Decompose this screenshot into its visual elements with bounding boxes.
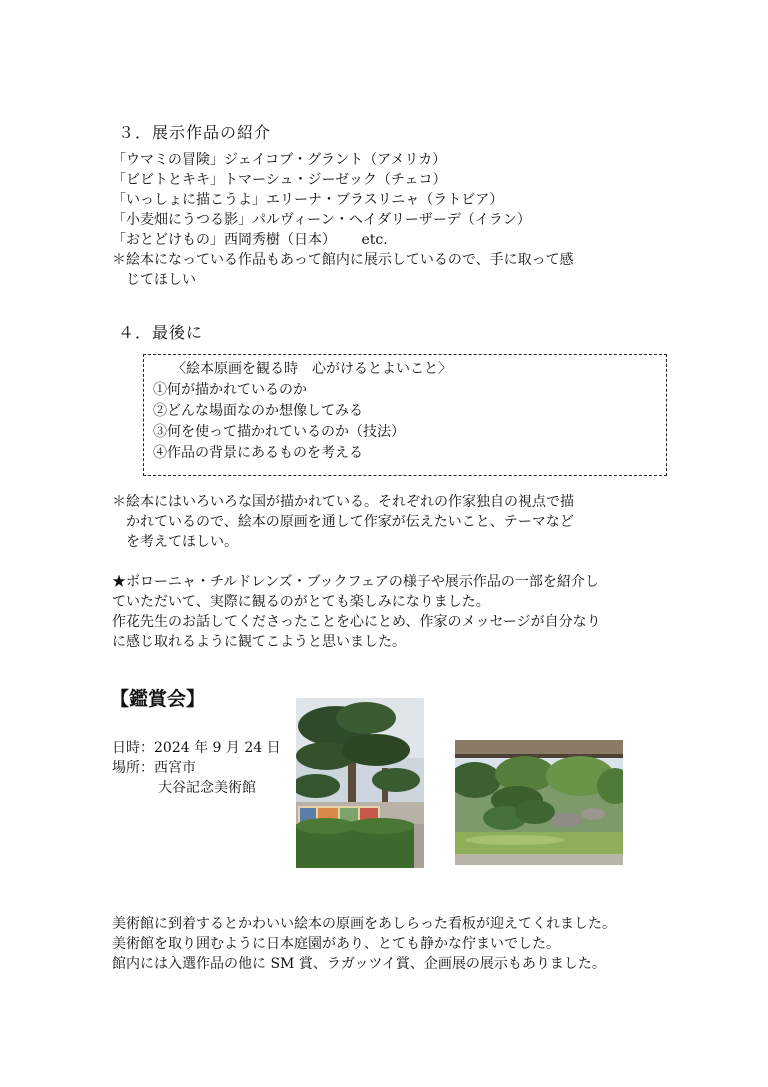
- tips-item: ①何が描かれているのか: [153, 382, 307, 398]
- list-item: 「いっしょに描こうよ」エリーナ・ブラスリニャ（ラトビア）: [112, 192, 504, 208]
- impression-line: 作花先生のお話してくださったことを心にとめ、作家のメッセージが自分なり: [112, 614, 601, 630]
- section-4-heading: ４．最後に: [118, 323, 204, 342]
- event-date: 日時：2024 年 9 月 24 日: [112, 740, 281, 756]
- list-item: 「ビビトとキキ」トマーシュ・ジーゼック（チェコ）: [112, 172, 447, 188]
- section-4-note-line: かれているので、絵本の原画を通して作家が伝えたいこと、テーマなど: [112, 514, 574, 530]
- section-4-note: [112, 492, 574, 552]
- museum-signboard-photo: [296, 698, 424, 868]
- tips-box-title: 〈絵本原画を観る時 心がけるとよいこと〉: [172, 361, 452, 377]
- kanshokai-body-line: 美術館に到着するとかわいい絵本の原画をあしらった看板が迎えてくれました。: [112, 916, 616, 932]
- section-3-heading: ３．展示作品の紹介: [118, 123, 272, 142]
- event-place: 場所：西宮市: [112, 760, 196, 776]
- list-item: 「おとどけもの」西岡秀樹（日本） etc.: [112, 232, 388, 248]
- tips-item: ③何を使って描かれているのか（技法）: [153, 424, 405, 440]
- event-info: [112, 738, 281, 798]
- kanshokai-body: [112, 914, 616, 974]
- kanshokai-body-line: 館内には入選作品の他に SM 賞、ラガッツイ賞、企画展の展示もありました。: [112, 956, 606, 972]
- tips-item: ④作品の背景にあるものを考える: [153, 445, 363, 461]
- impression-paragraph: [112, 572, 601, 652]
- impression-line: ★ボローニャ・チルドレンズ・ブックフェアの様子や展示作品の一部を紹介し: [112, 574, 599, 590]
- section-4-note-line: ＊絵本にはいろいろな国が描かれている。それぞれの作家独自の視点で描: [112, 494, 574, 510]
- section-4-note-line: を考えてほしい。: [112, 534, 238, 550]
- section-3-note-line: ＊絵本になっている作品もあって館内に展示しているので、手に取って感: [112, 252, 574, 268]
- section-3-note-line: じてほしい: [112, 272, 196, 288]
- works-list: [112, 150, 574, 290]
- tips-box: [143, 354, 667, 476]
- tips-item: ②どんな場面なのか想像してみる: [153, 403, 363, 419]
- kanshokai-body-line: 美術館を取り囲むように日本庭園があり、とても静かな佇まいでした。: [112, 936, 560, 952]
- japanese-garden-photo: [455, 740, 623, 865]
- list-item: 「小麦畑にうつる影」パルヴィーン・ヘイダリーザーデ（イラン）: [112, 212, 531, 228]
- kanshokai-title: 【鑑賞会】: [110, 688, 206, 710]
- event-venue: 大谷記念美術館: [158, 780, 256, 796]
- impression-line: ていただいて、実際に観るのがとても楽しみになりました。: [112, 594, 490, 610]
- impression-line: に感じ取れるように観てこようと思いました。: [112, 634, 406, 650]
- list-item: 「ウマミの冒険」ジェイコブ・グラント（アメリカ）: [112, 152, 447, 168]
